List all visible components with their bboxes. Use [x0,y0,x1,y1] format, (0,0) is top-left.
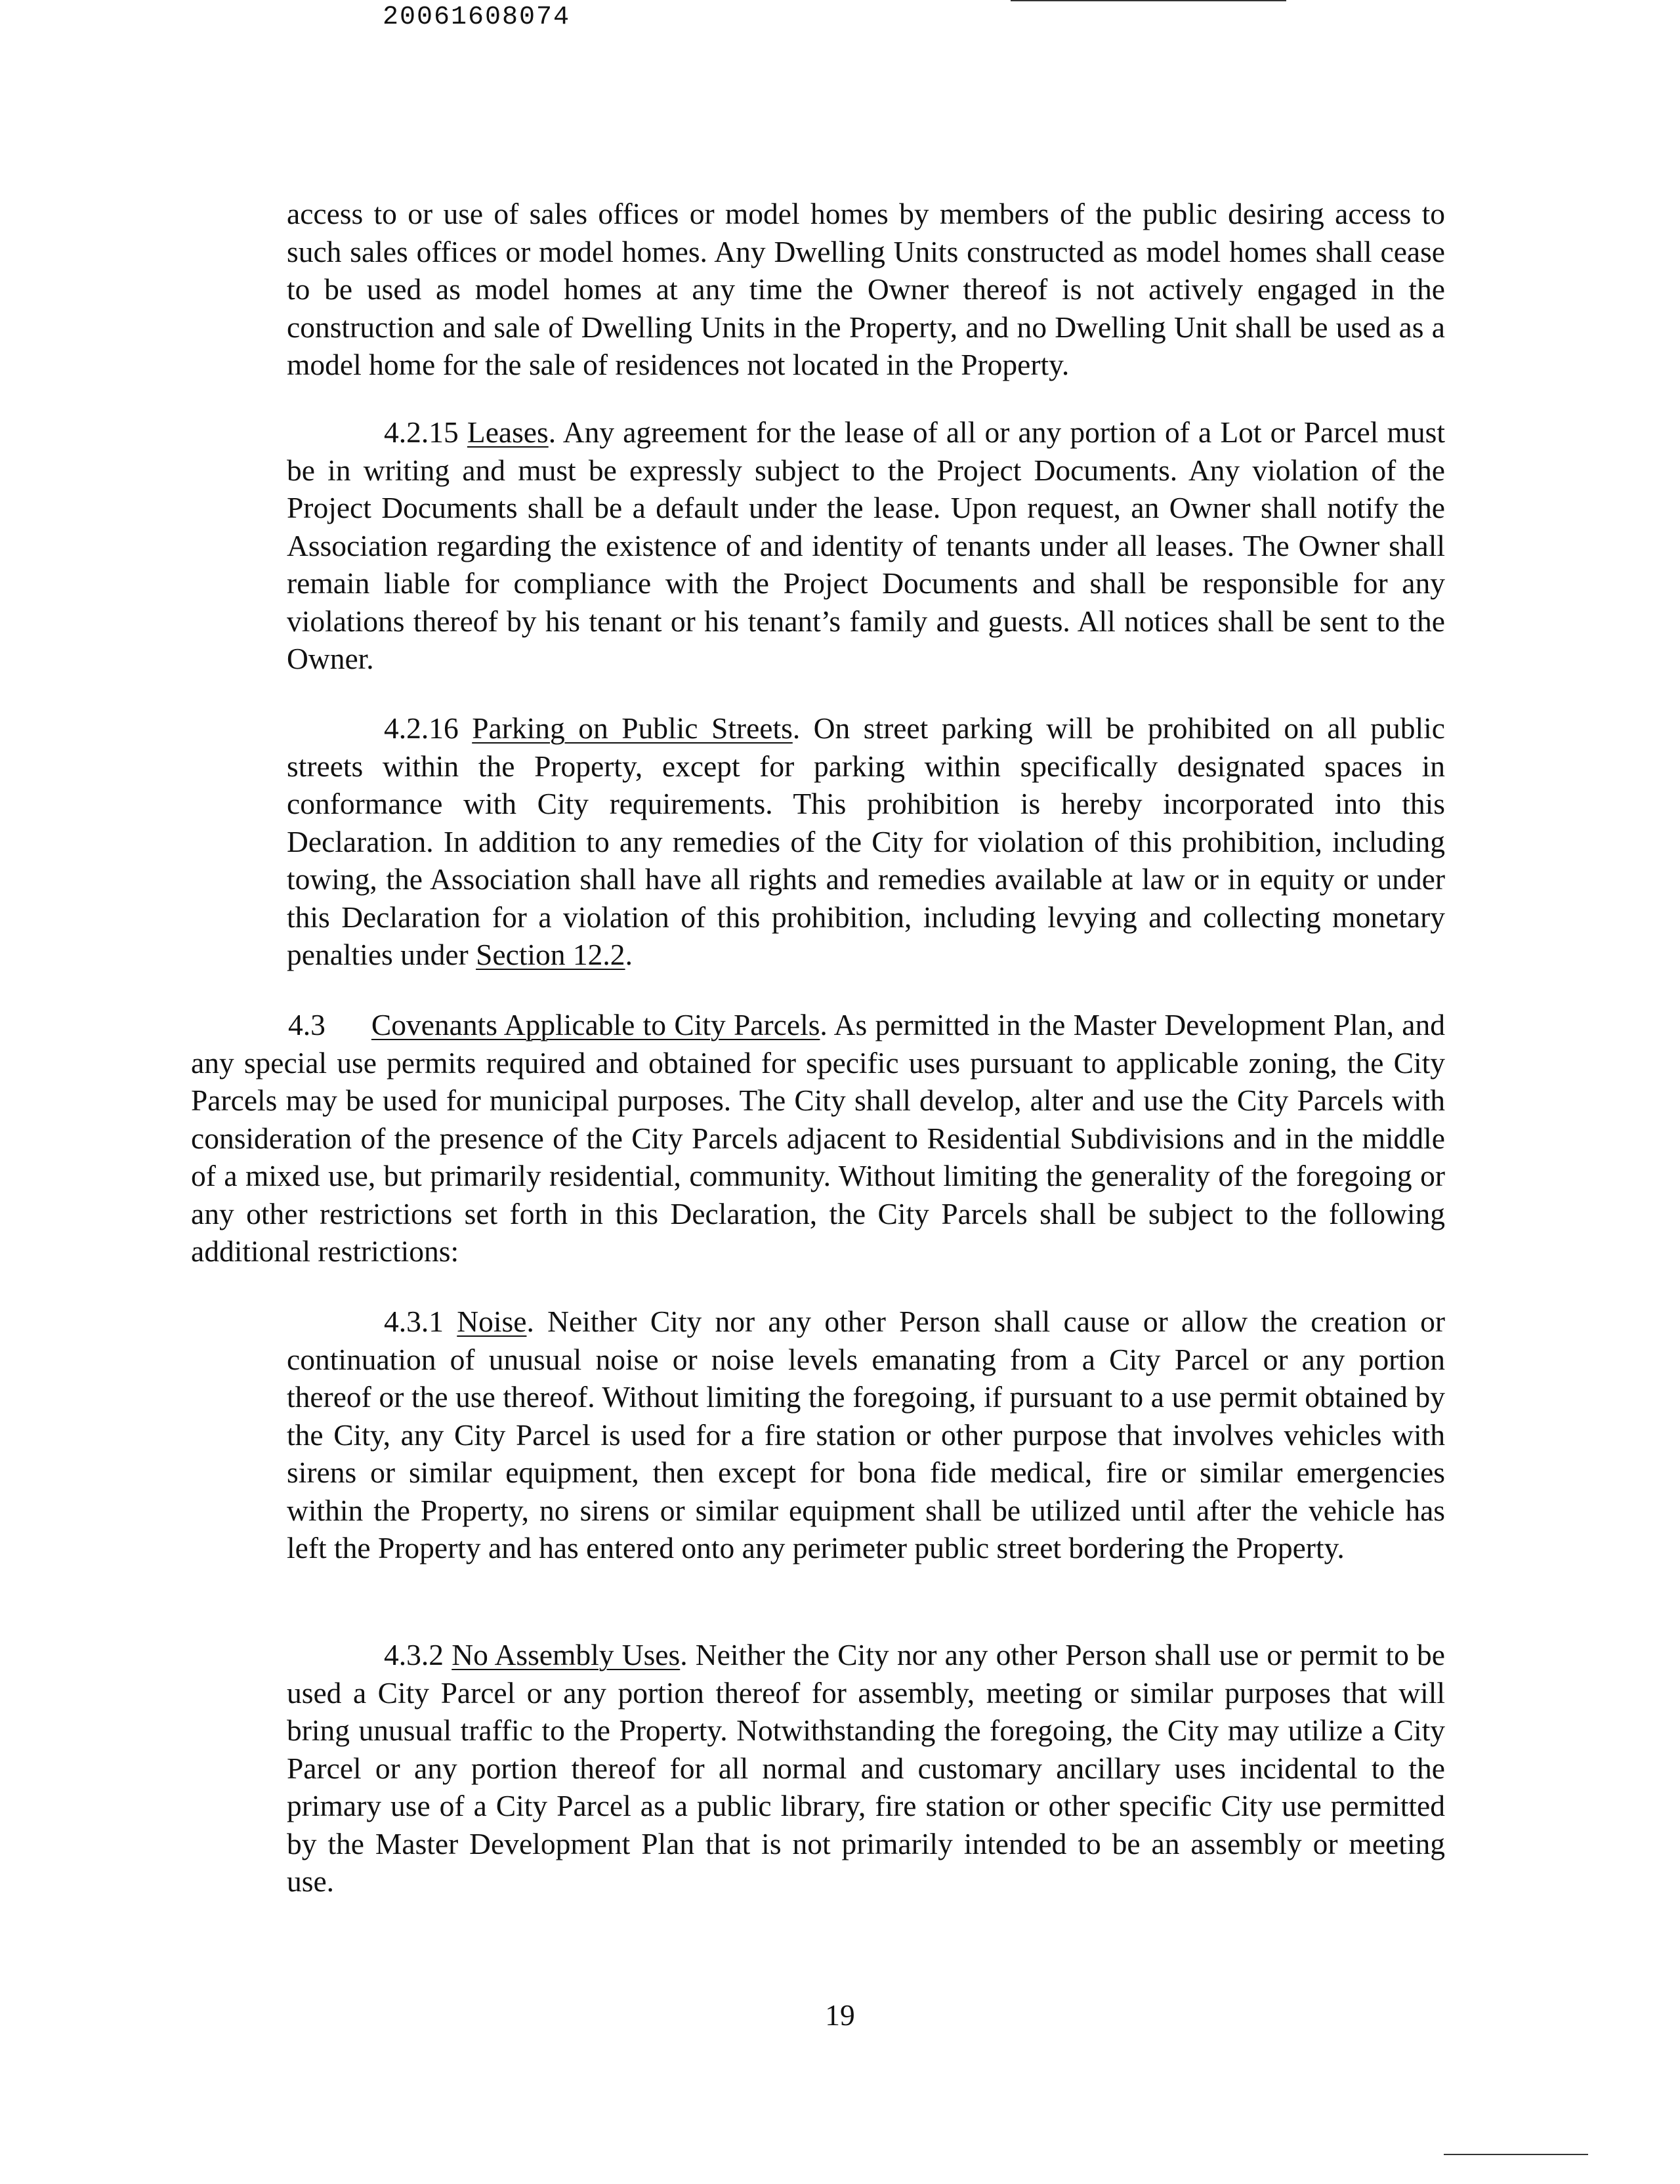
heading-period: . [548,415,556,449]
scan-artifact-top [1011,0,1286,1]
paragraph-text: Any agreement for the lease of all or any portion of a Lot or Parcel must be in writing and must be expressly subject to the Project Documents. Any violation of the Project Documents shall be a default under the lease. Upon request, an Owner shall notify the Association regarding the existence of and identity of tenants under all leases. The Owner shall remain liable for compliance with the Project Documents and shall be responsible for any violations thereof by his tenant or his tenant’s family and guests. All notices shall be sent to the Owner. [287,415,1446,675]
paragraph-text: access to or use of sales offices or model homes by members of the public desiring access to such sales offices or model homes. Any Dwelling Units constructed as model homes shall cease to be used as model homes at any time the Owner thereof is not actively engaged in the construction and sale of Dwelling Units in the Property, and no Dwelling Unit shall be used as a model home for the sale of residences not located in the Property. [287,197,1445,381]
section-4-3-city-parcels [191,1006,1445,1270]
section-4-3-1-noise [287,1303,1445,1567]
section-4-2-15-leases [287,413,1445,678]
section-number: 4.3 [288,1008,326,1041]
paragraph-model-homes [287,195,1445,384]
section-heading: No Assembly Uses [452,1638,681,1671]
heading-period: . [820,1008,828,1041]
section-4-2-16-parking [287,709,1445,974]
heading-period: . [526,1305,534,1338]
paragraph-text: Neither the City nor any other Person shall use or permit to be used a City Parcel or any portion thereof for assembly, meeting or similar purposes that will bring unusual traffic to the Property. Notwithstanding the foregoing, the City may utilize a City Parcel or any portion thereof for all normal and customary ancillary uses incidental to the primary use of a City Parcel as a public library, fire station or other specific City use permitted by the Master Development Plan that is not primarily intended to be an assembly or meeting use. [287,1638,1445,1898]
section-number: 4.2.15 [384,415,459,449]
paragraph-text: As permitted in the Master Development Plan, and any special use permits required and obtained for specific uses pursuant to applicable zoning, the City Parcels may be used for municipal purposes. The City shall develop, alter and use the City Parcels with consideration of the presence of the City Parcels adjacent to Residential Subdivisions and in the middle of a mixed use, but primarily residential, community. Without limiting the generality of the foregoing or any other restrictions set forth in this Declaration, the City Parcels shall be subject to the following additional restrictions: [191,1008,1445,1268]
section-4-3-2-no-assembly [287,1636,1445,1900]
page-number: 19 [825,1998,855,2032]
paragraph-end: . [625,938,633,971]
section-heading: Leases [467,415,549,449]
heading-period: . [680,1638,688,1671]
paragraph-text: Neither City nor any other Person shall cause or allow the creation or continuation of unusual noise or noise levels emanating from a City Parcel or any portion thereof or the use thereof. Without limiting the foregoing, if pursuant to a use permit obtained by the City, any City Parcel is used for a fire station or other purpose that involves vehicles with sirens or similar equipment, then except for bona fide medical, fire or similar emergencies within the Property, no sirens or similar equipment shall be utilized until after the vehicle has left the Property and has entered onto any perimeter public street bordering the Property. [287,1305,1446,1564]
section-heading: Noise [457,1305,527,1338]
section-reference: Section 12.2 [476,938,625,971]
scan-artifact-bottom [1444,2154,1588,2155]
section-number: 4.2.16 [384,711,459,745]
document-number: 20061608074 [383,3,571,32]
heading-period: . [792,711,801,745]
paragraph-text: On street parking will be prohibited on all public streets within the Property, except for parking within specifically designated spaces in conformance with City requirements. This prohibition is hereby incorporated into this Declaration. In addition to any remedies of the City for violation of this prohibition, including towing, the Association shall have all rights and remedies available at law or in equity or under this Declaration for a violation of this prohibition, including levying and collecting monetary penalties under [287,711,1445,971]
section-heading: Covenants Applicable to City Parcels [371,1008,820,1041]
section-heading: Parking on Public Streets [472,711,793,745]
section-number: 4.3.1 [384,1305,444,1338]
section-number: 4.3.2 [384,1638,444,1671]
